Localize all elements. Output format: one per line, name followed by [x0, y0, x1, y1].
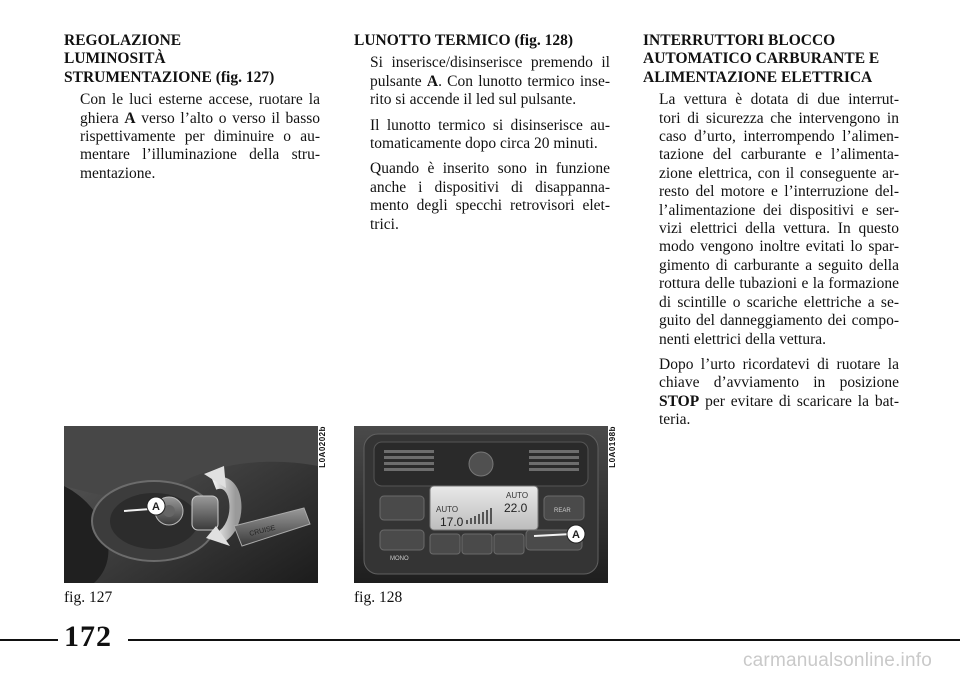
figure-127-image	[64, 426, 318, 583]
svg-text:CRUISE: CRUISE	[248, 524, 277, 538]
footer-rule-left	[0, 639, 58, 641]
section-brightness	[64, 32, 320, 190]
section-safety-switches	[643, 32, 899, 437]
figure-127-caption: fig. 127	[64, 589, 113, 606]
svg-text:22.0: 22.0	[504, 501, 528, 515]
paragraph-rear-window-3: Quando è inserito sono in funzione anche i dispositivi di disappanna- mento degli specchi retrovisori elet- trici.	[370, 160, 610, 233]
paragraph-rear-window-1: Si inserisce/disinserisce premendo il pulsante A. Con lunotto termico inse- rito si accende il led sul pulsante.	[370, 54, 611, 109]
section-rear-window	[354, 32, 610, 241]
paragraph-rear-window-2: Il lunotto termico si disinserisce au- tomaticamente dopo circa 20 minuti.	[370, 116, 610, 153]
paragraph-safety-switches-2: Dopo l’urto ricordatevi di ruotare la chiave d’avviamento in posizione STOP per evitare di scaricare la bat- teria.	[659, 355, 899, 429]
svg-text:REAR: REAR	[554, 508, 571, 514]
climate-panel-illustration	[354, 426, 608, 583]
watermark-text: carmanualsonline.info	[742, 650, 932, 671]
svg-text:17.0: 17.0	[440, 515, 464, 529]
heading-brightness: REGOLAZIONE LUMINOSITÀ STRUMENTAZIONE (fig. 127)	[64, 32, 275, 86]
paragraph-brightness: Con le luci esterne accese, ruotare la ghiera A verso l’alto o verso il basso rispettivamente per diminuire o au- mentare l’illuminazione della stru- mentazione.	[80, 91, 321, 182]
figure-128-image	[354, 426, 608, 583]
page-number: 172	[64, 620, 112, 653]
figure-128-caption: fig. 128	[354, 589, 403, 606]
svg-text:AUTO: AUTO	[436, 505, 459, 514]
heading-safety-switches: INTERRUTTORI BLOCCO AUTOMATICO CARBURANTE E ALIMENTAZIONE ELETTRICA	[643, 32, 880, 86]
heading-rear-window: LUNOTTO TERMICO (fig. 128)	[354, 32, 574, 49]
svg-text:MONO: MONO	[390, 556, 409, 562]
fig128-label-a: A	[572, 529, 580, 541]
figure-128-code: L0A0198b	[608, 426, 617, 468]
fig127-label-a: A	[152, 501, 160, 513]
svg-text:AUTO: AUTO	[506, 491, 529, 500]
footer-rule-right	[128, 639, 960, 641]
dashboard-dimmer-illustration	[64, 426, 318, 583]
figure-127-code: L0A0202b	[318, 426, 327, 468]
paragraph-safety-switches-1: La vettura è dotata di due interrut- tori di sicurezza che intervengono in caso d’urto, interrompendo l’alimen- tazione del carburante e l’alimenta- zione elettrica, con il conseguente ar- resto del motore e l’interruzione del- l’alimentazione dei dispositivi e ser- vizi elettrici della vettura. In questo modo vengono inoltre evitati lo spar- gimento di carburante a seguito della rottura delle tubazioni e la formazione di scintille o scariche elettriche a se- guito del danneggiamento dei compo- nenti elettrici della vettura.	[659, 91, 899, 348]
